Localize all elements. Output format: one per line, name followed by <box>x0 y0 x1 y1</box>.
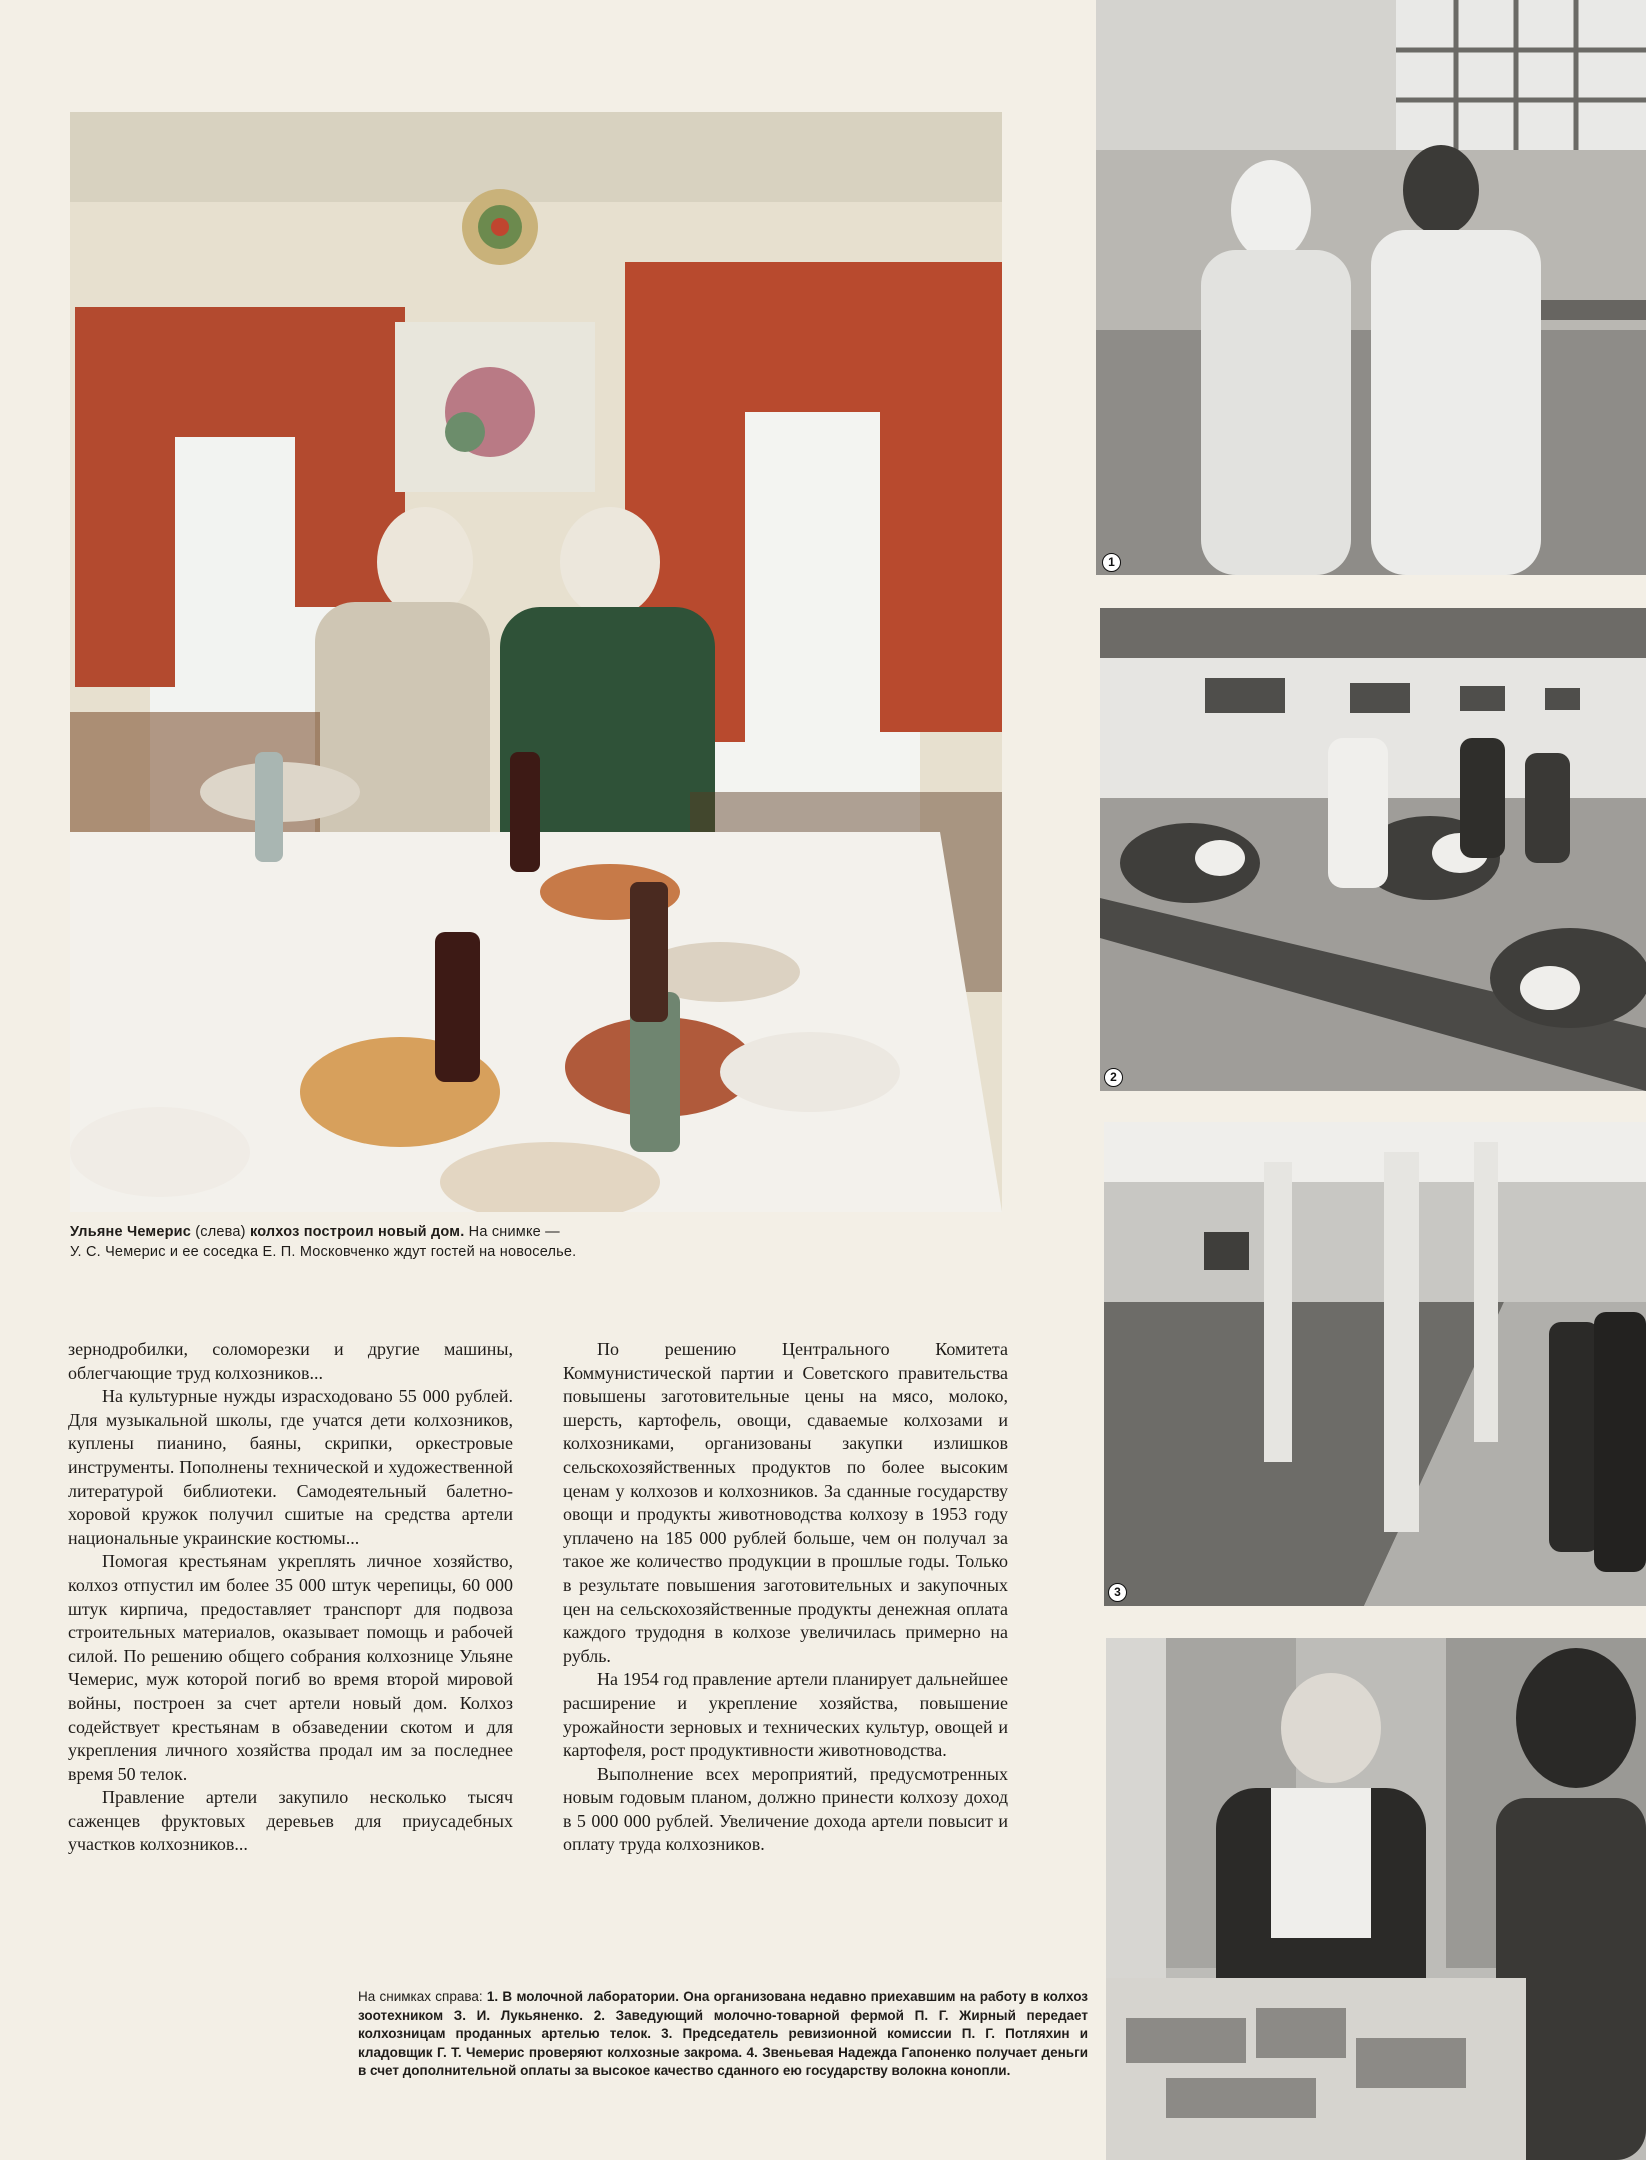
photo-number-2: 2 <box>1104 1068 1123 1087</box>
paragraph: На 1954 год правление артели планирует дальнейшее расширение и укрепление хозяйства, повышение урожайности зерновых и технических культур, овощей и картофеля, рост продуктивности животноводства. <box>563 1669 1008 1761</box>
caption-normal-2: На снимке — <box>464 1224 560 1240</box>
photo-number-1: 1 <box>1102 553 1121 572</box>
caption-line-2: У. С. Чемерис и ее соседка Е. П. Московченко ждут гостей на новоселье. <box>70 1244 577 1260</box>
text-column-right <box>563 1338 1008 1857</box>
main-photo-caption <box>70 1222 990 1262</box>
paragraph: Правление артели закупило несколько тысяч саженцев фруктовых деревьев для приусадебных участков колхозников... <box>68 1787 513 1855</box>
paragraph: зернодробилки, соломорезки и другие машины, облегчающие труд колхозников... <box>68 1339 513 1383</box>
caption-item-2: 2. Заведующий молочно-товарной фермой П. Г. Жирный передает колхозницам проданных артелью телок. <box>358 2007 1088 2041</box>
paragraph: По решению Центрального Комитета Коммунистической партии и Советского правительства повышены заготовительные цены на мясо, молоко, шерсть, картофель, овощи, сдаваемые колхозами и колхозниками, организованы закупки излишков сельскохозяйственных продуктов по более высоким ценам у колхозов и колхозников. За сданные государству овощи и продукты животноводства колхозу в 1953 году уплачено на 185 000 рублей больше, чем он получал за такое же количество продукции в прошлые годы. Только в результате повышения заготовительных и закупочных цен на сельскохозяйственные продукты денежная оплата каждого трудодня в колхозе увеличилась примерно на рубль. <box>563 1339 1008 1666</box>
photo-number-3: 3 <box>1108 1583 1127 1602</box>
caption-bold-name: Ульяне Чемерис <box>70 1224 192 1240</box>
right-photos-caption <box>358 1988 1088 2081</box>
caption-item-1: 1. В молочной лаборатории. Она организована недавно приехавшим на работу в колхоз зоотехником З. И. Лукьяненко. <box>358 1989 1089 2023</box>
caption-intro: На снимках справа: <box>358 1989 487 2004</box>
paragraph: Помогая крестьянам укреплять личное хозяйство, колхоз отпустил им более 35 000 штук черепицы, 60 000 штук кирпича, предоставляет транспорт для подвоза строительных материалов, оказывает помощь и рабочей силой. По решению общего собрания колхознице Ульяне Чемерис, муж которой погиб во время второй мировой войны, построен за счет артели новый дом. Колхоз содействует крестьянам в обзаведении скотом и для укрепления личного хозяйства продал им за последнее время 50 телок. <box>68 1551 513 1784</box>
caption-bold-text: колхоз построил новый дом. <box>249 1224 465 1240</box>
caption-item-3: 3. Председатель ревизионной комиссии П. Г. Потляхин и кладовщик Г. Т. Чемерис проверяют колхозные закрома. <box>358 2026 1088 2060</box>
paragraph: На культурные нужды израсходовано 55 000 рублей. Для музыкальной школы, где учатся дети колхозников, куплены пианино, баяны, скрипки, оркестровые инструменты. Пополнены технической и художественной литературой библиотеки. Самодеятельный балетно-хоровой кружок получил сшитые на средства артели национальные украинские костюмы... <box>68 1386 513 1548</box>
photo-dairy-laboratory <box>1096 0 1646 575</box>
caption-item-4: 4. Звеньевая Надежда Гапоненко получает деньги в счет дополнительной оплаты за высокое качество сданного ею государству волокна конопли. <box>358 2044 1088 2078</box>
photo-granary <box>1104 1122 1646 1606</box>
text-column-left <box>68 1338 513 1857</box>
photo-calves-farm <box>1100 608 1646 1091</box>
paragraph: Выполнение всех мероприятий, предусмотренных новым годовым планом, должно принести колхозу доход в 5 000 000 рублей. Увеличение дохода артели повысит и оплату труда колхозников. <box>563 1763 1008 1855</box>
main-photo <box>70 112 1002 1212</box>
photo-hemp-worker-payment <box>1106 1638 1646 2160</box>
caption-normal-1: (слева) <box>191 1224 250 1240</box>
